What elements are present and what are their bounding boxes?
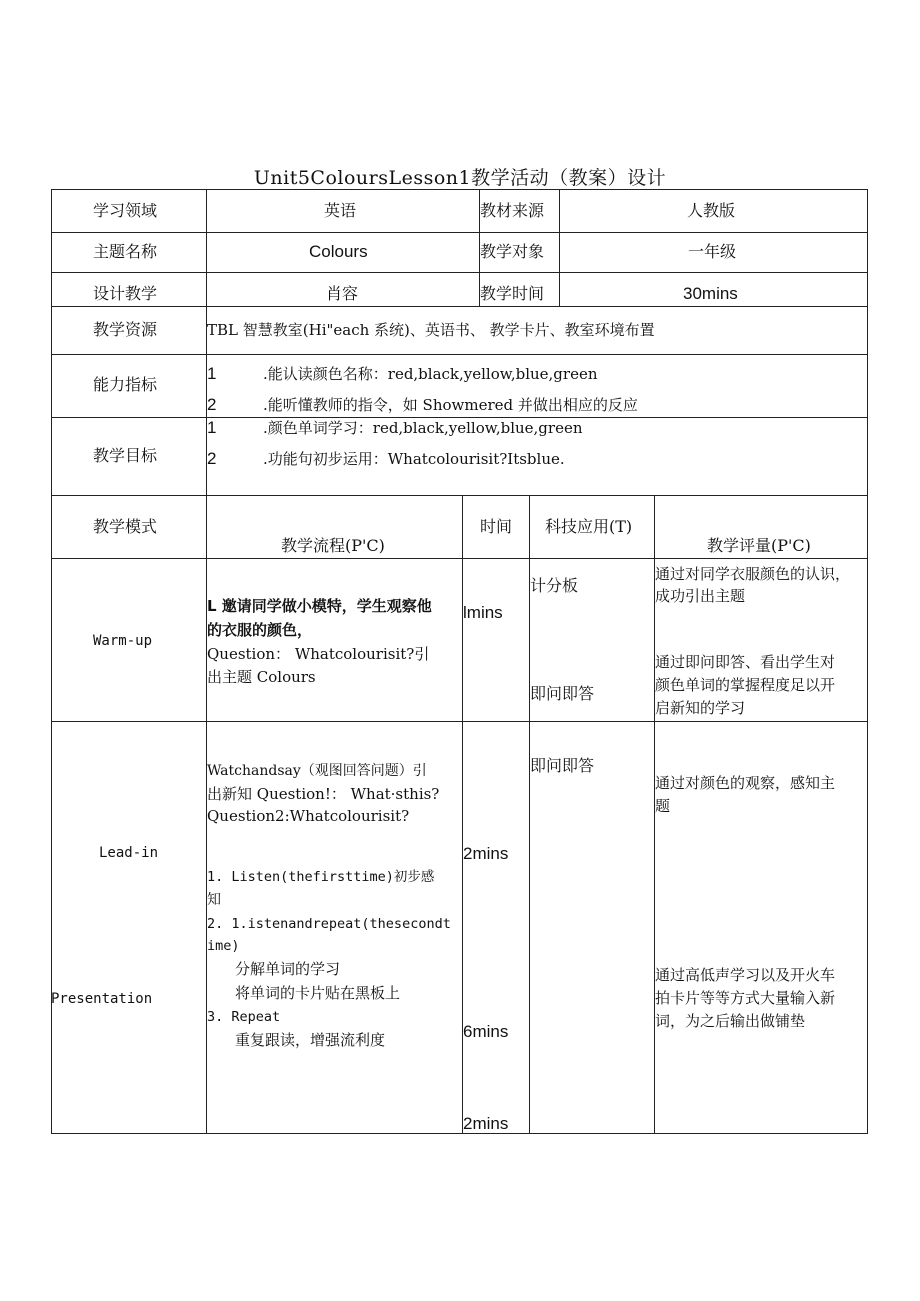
warmup-eval-2-line-2: 颜色单词的掌握程度足以开 xyxy=(655,676,836,694)
time-value: 30mins xyxy=(683,284,738,303)
source-label: 教材来源 xyxy=(480,201,545,220)
goal-num-2: 2 xyxy=(207,449,217,468)
warmup-flow-line-3: Question： Whatcolourisit?引 xyxy=(207,645,430,663)
lead-time-3: 2mins xyxy=(463,1114,509,1133)
lead-eval-2-line-2: 拍卡片等等方式大量输入新 xyxy=(655,989,836,1007)
lead-flow-line-9: 将单词的卡片贴在黑板上 xyxy=(235,984,401,1002)
topic-value: Colours xyxy=(309,242,368,261)
lead-flow-line-2: 出新知 Question!： What·sthis? xyxy=(207,785,440,803)
warmup-flow-line-2: 的衣服的颜色， xyxy=(207,621,313,639)
ability-item-1: .能认读颜色名称：red,black,yellow,blue,green xyxy=(263,365,598,383)
stage-warmup: Warm-up xyxy=(93,633,153,649)
warmup-eval-2-line-3: 启新知的学习 xyxy=(655,699,746,717)
lead-tech: 即问即答 xyxy=(530,756,595,775)
time-label: 教学时间 xyxy=(480,284,545,303)
lead-flow-line-10: 3. Repeat xyxy=(207,1009,281,1025)
ability-num-1: 1 xyxy=(207,364,217,383)
warmup-eval-1-line-1: 通过对同学衣服颜色的认识， xyxy=(655,565,851,583)
resource-label: 教学资源 xyxy=(93,320,158,339)
lead-flow-line-7: ime) xyxy=(207,938,240,954)
target-value: 一年级 xyxy=(688,242,737,261)
lead-flow-line-4: 1. Listen(thefirsttime)初步感 xyxy=(207,869,435,885)
lead-time-1: 2mins xyxy=(463,844,509,863)
warmup-flow-line-1: L 邀请同学做小模特，学生观察他 xyxy=(207,597,432,615)
topic-label: 主题名称 xyxy=(93,242,158,261)
lead-flow-line-3: Question2:Whatcolourisit? xyxy=(207,807,410,825)
warmup-eval-1-line-2: 成功引出主题 xyxy=(655,587,746,605)
field-label: 学习领域 xyxy=(93,201,158,220)
source-value: 人教版 xyxy=(687,201,736,220)
lead-flow-line-8: 分解单词的学习 xyxy=(235,960,341,978)
designer-value: 肖容 xyxy=(326,284,359,303)
header-tech: 科技应用(T) xyxy=(545,517,633,536)
goal-num-1: 1 xyxy=(207,418,217,437)
stage-lead-in: Lead-in xyxy=(99,845,159,861)
field-value: 英语 xyxy=(324,201,357,220)
lead-eval-2-line-3: 词，为之后输出做铺垫 xyxy=(655,1012,806,1030)
warmup-tech-2: 即问即答 xyxy=(530,684,595,703)
ability-item-2: .能听懂教师的指令，如 Showmered 并做出相应的反应 xyxy=(263,396,638,414)
lead-eval-1-line-1: 通过对颜色的观察，感知主 xyxy=(655,774,836,792)
warmup-eval-2-line-1: 通过即问即答、看出学生对 xyxy=(655,653,836,671)
lead-time-2: 6mins xyxy=(463,1022,509,1041)
ability-label: 能力指标 xyxy=(93,375,158,394)
document-title: Unit5ColoursLesson1教学活动（教案）设计 xyxy=(253,167,667,189)
header-flow: 教学流程(P'C) xyxy=(281,536,385,555)
designer-label: 设计教学 xyxy=(93,284,158,303)
goal-item-1: .颜色单词学习：red,black,yellow,blue,green xyxy=(263,419,583,437)
lead-flow-line-6: 2. 1.istenandrepeat(thesecondt xyxy=(207,916,451,932)
stage-presentation: Presentation xyxy=(51,991,153,1007)
warmup-flow-line-4: 出主题 Colours xyxy=(207,668,316,686)
resource-value: TBL 智慧教室(Hi"each 系统)、英语书、 教学卡片、教室环境布置 xyxy=(207,321,655,339)
warmup-time: lmins xyxy=(463,603,503,622)
lead-eval-2-line-1: 通过高低声学习以及开火车 xyxy=(655,966,836,984)
ability-num-2: 2 xyxy=(207,395,217,414)
lead-eval-1-line-2: 题 xyxy=(655,797,671,815)
target-label: 教学对象 xyxy=(480,242,545,261)
warmup-tech-1: 计分板 xyxy=(530,576,579,595)
header-time: 时间 xyxy=(480,517,513,536)
goals-label: 教学目标 xyxy=(93,446,158,465)
lead-flow-line-5: 知 xyxy=(207,892,221,908)
header-mode: 教学模式 xyxy=(93,517,158,536)
goal-item-2: .功能句初步运用：Whatcolourisit?Itsblue. xyxy=(263,450,565,468)
lead-flow-line-11: 重复跟读，增强流利度 xyxy=(235,1031,386,1049)
header-eval: 教学评量(P'C) xyxy=(707,536,811,555)
lesson-plan-table xyxy=(51,189,868,1134)
lead-flow-line-1: Watchandsay（观图回答问题）引 xyxy=(207,763,427,779)
